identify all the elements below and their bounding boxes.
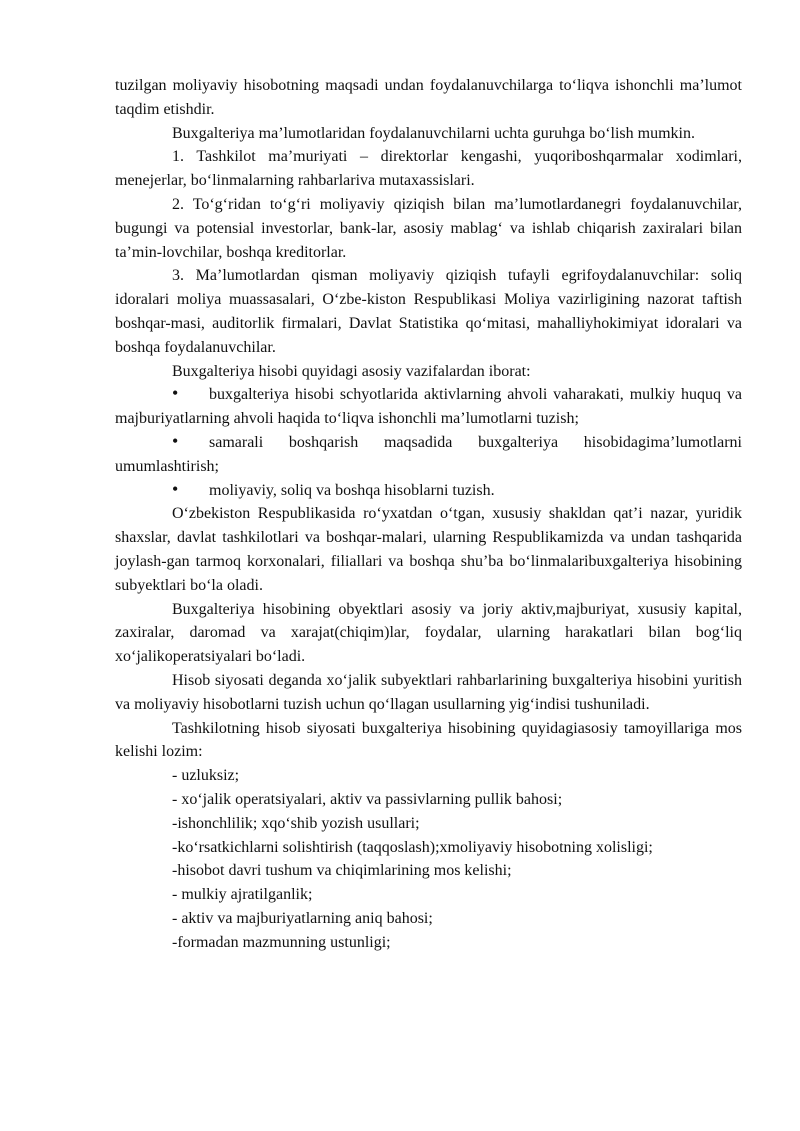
bullet-text: moliyaviy, soliq va boshqa hisoblarni tuzish. bbox=[209, 481, 495, 499]
document-page bbox=[115, 74, 742, 954]
bullet-item bbox=[115, 383, 742, 431]
bullet-text: buxgalteriya hisobi schyotlarida aktivlarning ahvoli vaharakati, mulkiy huquq va majburiyatlarning ahvoli haqida to‘liqva ishonchli ma’lumotlarni tuzish; bbox=[115, 386, 742, 428]
bullet-icon: • bbox=[172, 478, 179, 499]
principle-item: - xo‘jalik operatsiyalari, aktiv va passivlarning pullik bahosi; bbox=[172, 790, 563, 808]
principle-item: - uzluksiz; bbox=[172, 767, 240, 785]
paragraph-tasks-intro: Buxgalteriya hisobi quyidagi asosiy vazifalardan iborat: bbox=[172, 362, 531, 380]
bullet-icon: • bbox=[172, 430, 179, 451]
bullet-icon: • bbox=[172, 383, 179, 404]
paragraph-users-groups: Buxgalteriya ma’lumotlaridan foydalanuvchilarni uchta guruhga bo‘lish mumkin. bbox=[172, 124, 695, 142]
principle-item: -hisobot davri tushum va chiqimlarining mos kelishi; bbox=[172, 862, 512, 880]
paragraph-subjects: O‘zbekiston Respublikasida ro‘yxatdan o‘tgan, xususiy shakldan qat’i nazar, yuridik shaxslar, davlat tashkilotlari va boshqar-malari, ularning Respublikamizda va undan tashqarida joylash-gan tarmoq korxonalari, filiallari va boshqa shu’ba bo‘linmalaribuxgalteriya hisobining subyektlari bo‘la oladi. bbox=[115, 505, 742, 594]
principle-item: -ko‘rsatkichlarni solishtirish (taqqoslash);xmoliyaviy hisobotning xolisligi; bbox=[172, 838, 653, 856]
paragraph-accounting-policy: Hisob siyosati deganda xo‘jalik subyektlari rahbarlarining buxgalteriya hisobini yuritish va moliyaviy hisobotlarni tuzish uchun qo‘llagan usullarning yig‘indisi tushuniladi. bbox=[115, 671, 742, 713]
bullet-item bbox=[115, 431, 742, 479]
bullet-item bbox=[115, 479, 742, 503]
paragraph-continuation: tuzilgan moliyaviy hisobotning maqsadi undan foydalanuvchilarga to‘liqva ishonchli ma’lumot taqdim etishdir. bbox=[115, 77, 742, 118]
principle-item: -ishonchlilik; xqo‘shib yozish usullari; bbox=[172, 814, 420, 832]
paragraph-group-2: 2. To‘g‘ridan to‘g‘ri moliyaviy qiziqish bilan ma’lumotlardanegri foydalanuvchilar, bugungi va potensial investorlar, bank-lar, asosiy mablag‘ va ishlab chiqarish zaxiralari bilan ta’min-lovchilar, boshqa kreditorlar. bbox=[115, 195, 742, 261]
paragraph-principles-intro: Tashkilotning hisob siyosati buxgalteriya hisobining quyidagiasosiy tamoyillariga mos kelishi lozim: bbox=[115, 719, 742, 761]
principle-item: - aktiv va majburiyatlarning aniq bahosi; bbox=[172, 909, 433, 927]
paragraph-group-3: 3. Ma’lumotlardan qisman moliyaviy qiziqish tufayli egrifoydalanuvchilar: soliq idoralari moliya muassasalari, O‘zbe-kiston Respublikasi Moliya vazirligining nazorat taftish boshqar-masi, auditorlik firmalari, Davlat Statistika qo‘mitasi, mahalliyhokimiyat idoralari va boshqa foydalanuvchilar. bbox=[115, 267, 742, 356]
paragraph-group-1: 1. Tashkilot ma’muriyati – direktorlar kengashi, yuqoriboshqarmalar xodimlari, menejerlar, bo‘linmalarning rahbarlariva mutaxassislari. bbox=[115, 148, 742, 190]
paragraph-objects: Buxgalteriya hisobining obyektlari asosiy va joriy aktiv,majburiyat, xususiy kapital, zaxiralar, daromad va xarajat(chiqim)lar, foydalar, ularning harakatlari bilan bog‘liq xo‘jalikoperatsiyalari bo‘ladi. bbox=[115, 600, 742, 666]
principle-item: -formadan mazmunning ustunligi; bbox=[172, 933, 391, 951]
principle-item: - mulkiy ajratilganlik; bbox=[172, 886, 313, 904]
bullet-text: samarali boshqarish maqsadida buxgalteriya hisobidagima’lumotlarni umumlashtirish; bbox=[115, 433, 742, 475]
